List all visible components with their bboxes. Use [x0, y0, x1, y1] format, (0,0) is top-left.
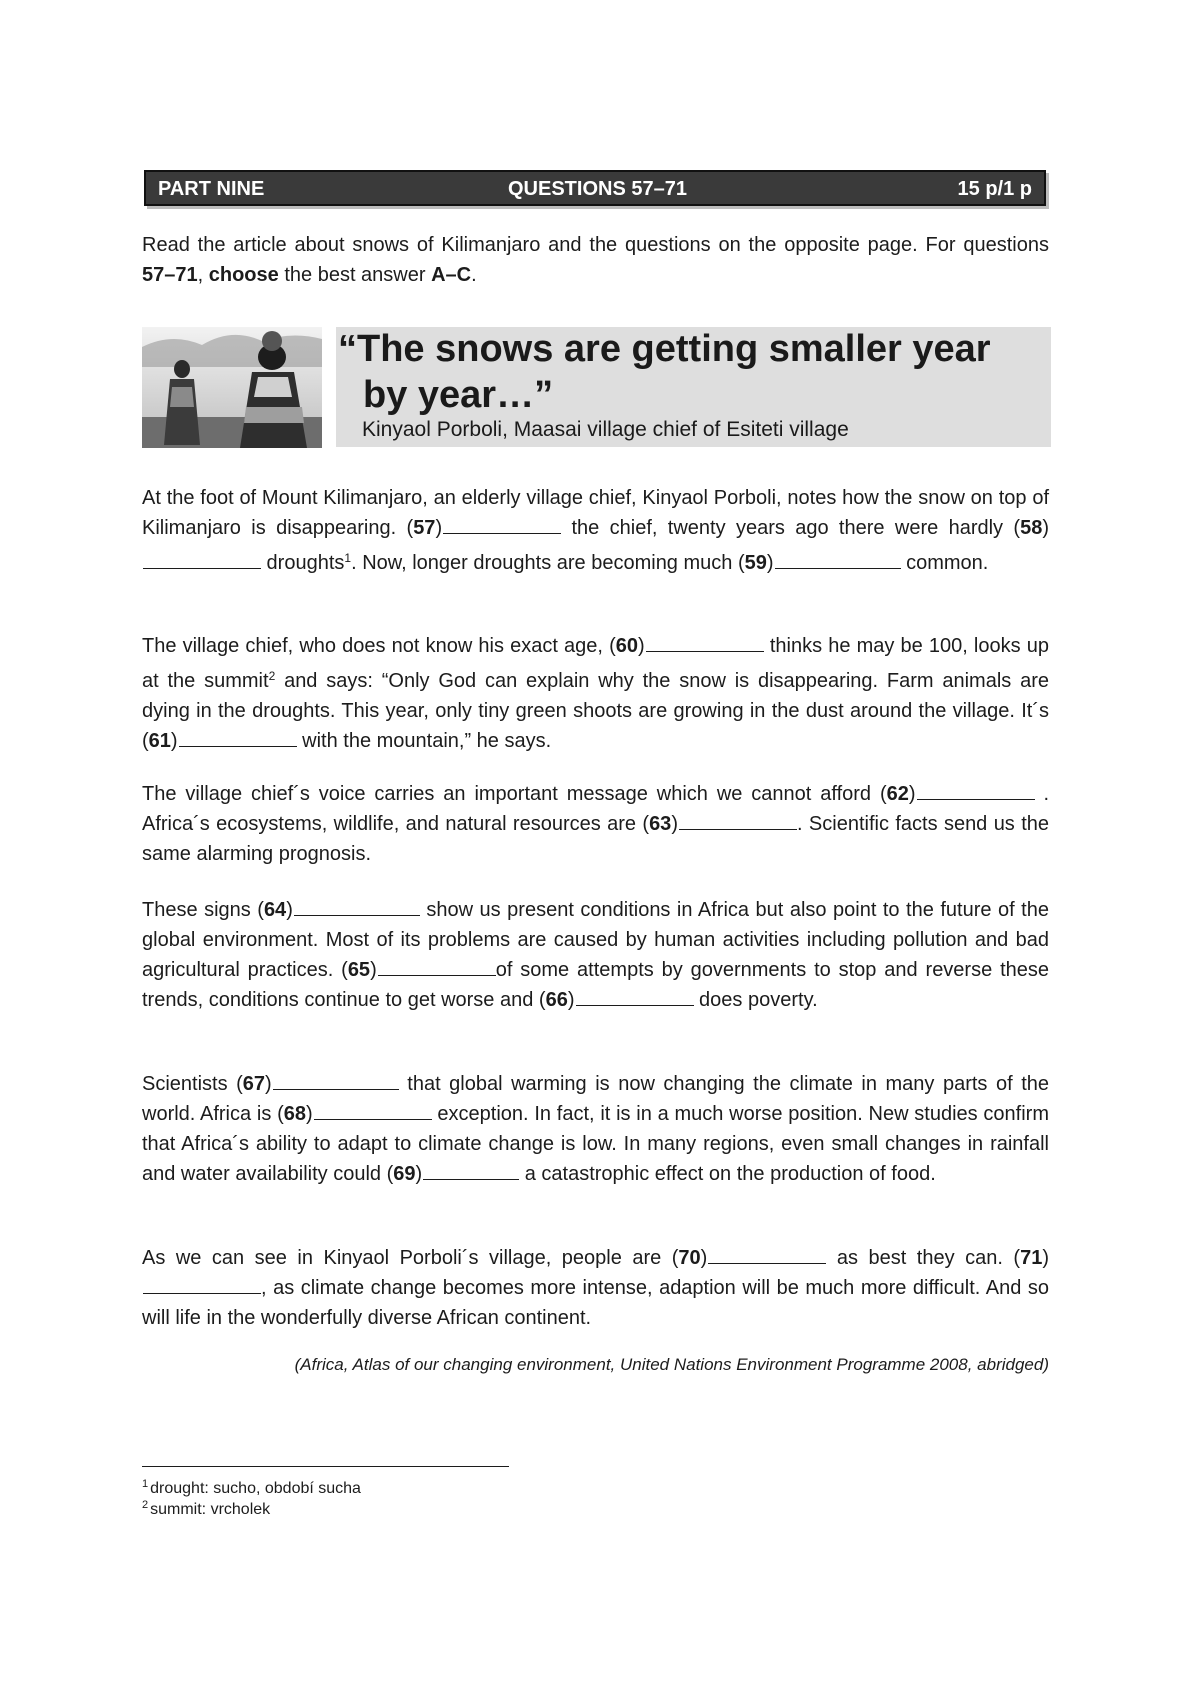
part-label: PART NINE — [158, 178, 265, 200]
footnote-2: $^2$ summit: vrcholek — [142, 1499, 271, 1518]
blank-57[interactable] — [443, 515, 561, 534]
blank-67[interactable] — [273, 1071, 399, 1090]
article-paragraph-2: The village chief, who does not know his exact age, (60) thinks he may be 100, looks up at the summit$^2$ and says: “Only God can explain why the snow is disappearing. Farm animals are dying in the droughts. This year, only tiny green shoots are growing in the dust around the village. It´s (61) with the mountain,” he says. — [142, 635, 1049, 752]
blank-61[interactable] — [179, 728, 297, 747]
quote-attribution: Kinyaol Porboli, Maasai village chief of Esiteti village — [362, 418, 849, 441]
blank-58[interactable] — [143, 550, 261, 569]
blank-60[interactable] — [646, 633, 764, 652]
footnote-divider — [142, 1466, 509, 1467]
article-paragraph-1: At the foot of Mount Kilimanjaro, an elderly village chief, Kinyaol Porboli, notes how the snow on top of Kilimanjaro is disappearing. (57) the chief, twenty years ago there were hardly (58) droughts$^1$. Now, longer droughts are becoming much (59) common. — [142, 487, 1049, 574]
blank-62[interactable] — [917, 781, 1035, 800]
blank-66[interactable] — [576, 987, 694, 1006]
part-header-bar — [144, 170, 1046, 206]
article-paragraph-6: As we can see in Kinyaol Porboli´s village, people are (70) as best they can. (71), as climate change becomes more intense, adaption will be much more difficult. And so will life in the wonderfully diverse African continent. — [142, 1247, 1049, 1329]
source-citation: (Africa, Atlas of our changing environment, United Nations Environment Programme 2008, abridged) — [294, 1355, 1049, 1374]
maasai-photo — [142, 327, 322, 448]
article-paragraph-4: These signs (64) show us present conditions in Africa but also point to the future of the global environment. Most of its problems are caused by human activities including pollution and bad agricultural practices. (65) of some attempts by governments to stop and reverse these trends, conditions continue to get worse and (66) does poverty. — [142, 899, 1050, 1011]
blank-64[interactable] — [294, 897, 420, 916]
blank-69[interactable] — [423, 1161, 519, 1180]
blank-71[interactable] — [143, 1275, 261, 1294]
points-label: 15 p/1 p — [957, 178, 1032, 200]
quote-headline: “The snows are getting smaller year by year…” — [338, 328, 991, 416]
blank-59[interactable] — [775, 550, 901, 569]
article-paragraph-5: Scientists (67) that global warming is now changing the climate in many parts of the world. Africa is (68) exception. In fact, it is in a much worse position. New studies confirm that Africa´s ability to adapt to climate change is low. In many regions, even small changes in rainfall and water availability could (69) a catastrophic effect on the production of food. — [142, 1073, 1049, 1185]
footnote-1: $^1$ drought: sucho, období sucha — [142, 1478, 361, 1497]
instructions: Read the article about snows of Kilimanjaro and the questions on the opposite page. For questions 57–71, choose the best answer A–C. — [142, 234, 1049, 286]
questions-label: QUESTIONS 57–71 — [508, 178, 687, 200]
blank-70[interactable] — [708, 1245, 826, 1264]
blank-68[interactable] — [314, 1101, 432, 1120]
blank-63[interactable] — [679, 811, 797, 830]
blank-65[interactable] — [378, 957, 496, 976]
article-paragraph-3: The village chief´s voice carries an important message which we cannot afford (62) . Africa´s ecosystems, wildlife, and natural resources are (63) . Scientific facts send us the same alarming prognosis. — [142, 783, 1049, 865]
